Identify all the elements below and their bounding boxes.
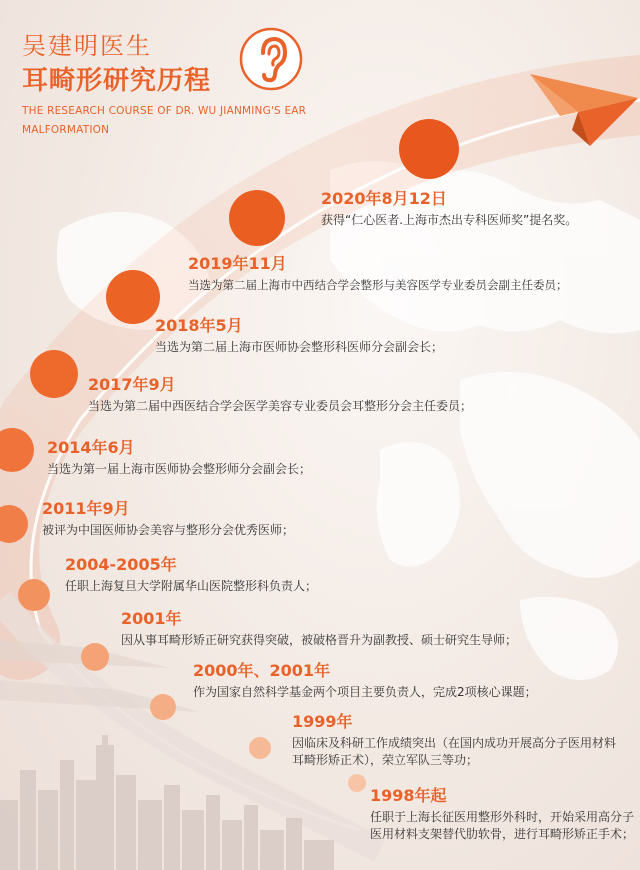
timeline-entry <box>121 608 517 649</box>
timeline-entry <box>155 315 443 356</box>
page-title: 耳畸形研究历程 <box>22 66 212 96</box>
timeline-entry <box>193 660 537 701</box>
entry-date: 2001年 <box>121 609 182 628</box>
entry-date: 2014年6月 <box>47 438 135 457</box>
entry-date: 2017年9月 <box>88 375 176 394</box>
timeline-dot <box>150 694 176 720</box>
timeline-dot <box>18 579 50 611</box>
entry-date: 2018年5月 <box>155 316 243 335</box>
entry-date: 2020年8月12日 <box>321 189 447 208</box>
entry-description: 因临床及科研工作成绩突出（在国内成功开展高分子医用材料耳畸形矫正术），荣立军队三等功； <box>292 736 617 767</box>
timeline-dot <box>229 190 285 246</box>
timeline-dot <box>30 350 78 398</box>
entry-date: 2000年、2001年 <box>193 661 331 680</box>
entry-description: 被评为中国医师协会美容与整形分会优秀医师； <box>42 523 295 537</box>
entry-description: 任职于上海长征医用整形外科时，开始采用高分子医用材料支架替代肋软骨，进行耳畸形矫正手术； <box>370 810 635 841</box>
world-map-shape <box>57 161 640 680</box>
entry-description: 当选为第二届上海市医师协会整形科医师分会副会长； <box>155 340 444 354</box>
entry-description: 因从事耳畸形矫正研究获得突破，被破格晋升为副教授、硕士研究生导师； <box>121 633 518 647</box>
timeline-entry <box>42 498 294 539</box>
timeline-dot <box>106 270 160 324</box>
entry-date: 2011年9月 <box>42 499 130 518</box>
timeline-entry <box>65 554 317 595</box>
entry-date: 1999年 <box>292 712 353 731</box>
entry-description: 当选为第二届中西医结合学会医学美容专业委员会耳整形分会主任委员； <box>88 399 473 413</box>
entry-date: 1998年起 <box>370 786 447 805</box>
timeline-dot <box>81 643 109 671</box>
doctor-name-title: 吴建明医生 <box>22 32 152 60</box>
entry-description: 当选为第二届上海市中西结合学会整形与美容医学专业委员会副主任委员； <box>188 278 568 292</box>
entry-description: 当选为第一届上海市医师协会整形师分会副会长； <box>47 462 312 476</box>
timeline-entry <box>292 711 624 769</box>
entry-date: 2019年11月 <box>188 254 287 273</box>
english-subtitle: THE RESEARCH COURSE OF DR. WU JIANMING'S EAR MALFORMATION <box>22 105 307 136</box>
timeline-dot <box>399 119 459 179</box>
timeline-entry <box>321 188 577 229</box>
timeline-entry <box>88 374 472 415</box>
timeline-entry <box>370 785 638 843</box>
timeline-dot <box>249 737 271 759</box>
paper-plane-icon <box>520 60 640 160</box>
timeline-entry <box>188 253 568 294</box>
entry-description: 任职上海复旦大学附属华山医院整形科负责人； <box>65 579 318 593</box>
entry-description: 作为国家自然科学基金两个项目主要负责人，完成2项核心课题； <box>193 685 537 699</box>
ear-icon <box>239 27 303 91</box>
timeline-entry <box>47 437 311 478</box>
entry-date: 2004-2005年 <box>65 555 177 574</box>
entry-description: 获得“仁心医者.上海市杰出专科医师奖”提名奖。 <box>321 213 578 227</box>
timeline-dot <box>348 774 366 792</box>
